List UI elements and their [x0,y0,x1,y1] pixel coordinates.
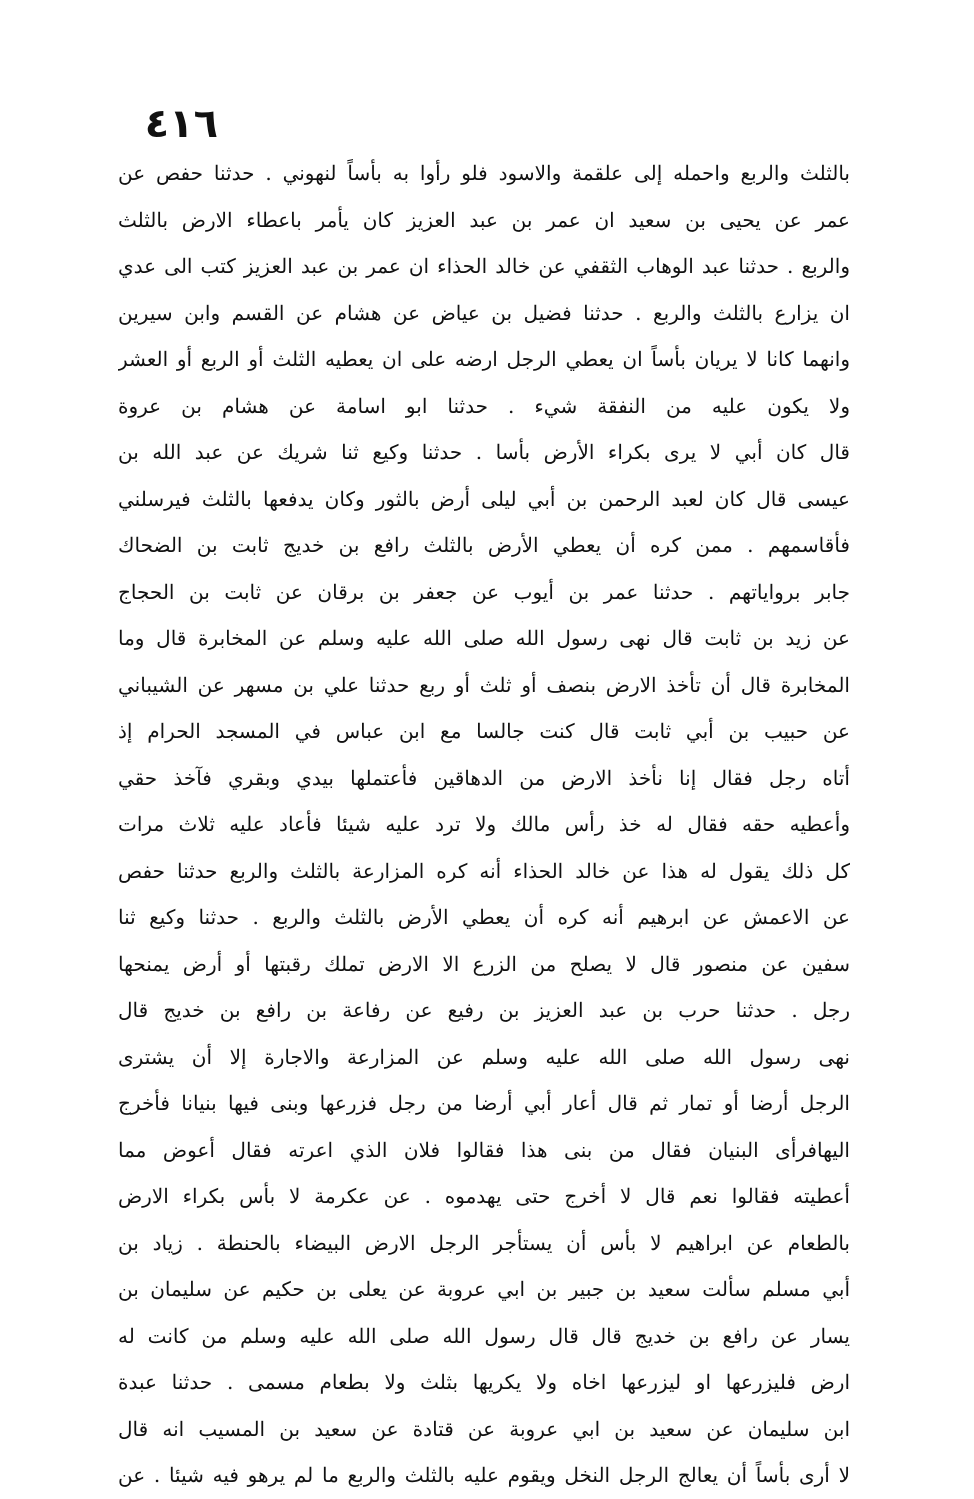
text-line: قال كان أبي لا يرى بكراء الأرض بأسا . حدثنا وكيع ثنا شريك عن عبد الله بن [118,440,850,464]
text-line: بالثلث والربع واحمله إلى علقمة والاسود فلو رأوا به بأساً لنهوني . حدثنا حفص عن [118,161,850,185]
page-number: ٤١٦ [144,101,218,147]
text-line: عيسى قال كان لعبد الرحمن بن أبي ليلى أرض بالثور وكان يدفعها بالثلث فيرسلني [118,486,850,511]
text-line: جابر برواياتهم . حدثنا عمر بن أيوب عن جعفر بن برقان عن ثابت بن الحجاج [118,579,850,604]
text-line: المخابرة قال أن تأخذ الارض بنصف أو ثلث أو ربع حدثنا علي بن مسهر عن الشيباني [118,672,850,697]
text-line: اليهافرأى البنيان فقال من بنى هذا فقالوا فلان الذي اعرته فقال أعوض مما [118,1137,850,1162]
text-line: ابن سليمان عن سعيد بن ابي عروبة عن قتادة عن سعيد بن المسيب انه قال [118,1416,850,1441]
text-line: وأعطيه حقه فقال له خذ رأس مالك ولا ترد عليه شيئا فأعاد عليه ثلاث مرات [118,812,850,836]
text-line: لا أرى بأساً أن يعالج الرجل النخل ويقوم عليه بالثلث والربع ما لم يرهو فيه شيئا . عن [118,1463,850,1487]
text-line: وانهما كانا لا يريان بأساً ان يعطي الرجل ارضه على ان يعطيه الثلث أو الربع أو العشر [118,347,850,371]
text-line: أتاه رجل فقال إنا نأخذ الارض من الدهاقين فأعتملها بيدي وبقري فآخذ حقي [118,765,850,790]
text-line: كل ذلك يقول له هذا عن خالد الحذاء أنه كره المزارعة بالثلث والربع حدثنا حفص [118,858,850,883]
text-line: أبي مسلم سألت سعيد بن جبير بن ابي عروبة عن يعلى بن حكيم عن سليمان بن [118,1277,850,1301]
text-line: نهى رسول الله صلى الله عليه وسلم عن المزارعة والاجارة إلا أن يشترى [118,1044,850,1069]
text-line: عن الاعمش عن ابرهيم أنه كره أن يعطي الأرض بالثلث والربع . حدثنا وكيع ثنا [118,905,850,929]
text-line: أعطيته فقالوا نعم قال لا أخرج حتى يهدموه . عن عكرمة لا بأس بكراء الارض [118,1184,850,1208]
text-line: عن زيد بن ثابت قال نهى رسول الله صلى الله عليه وسلم عن المخابرة قال وما [118,626,850,650]
text-line: بالطعام عن ابراهيم لا بأس أن يستأجر الرجل الارض البيضاء بالحنطة . زياد بن [118,1230,850,1255]
text-line: والربع . حدثنا عبد الوهاب الثقفي عن خالد الحذاء ان عمر بن عبد العزيز كتب الى عدي [118,254,850,278]
text-line: سفين عن منصور قال لا يصلح من الزرع الا الارض تملك رقبتها أو أرض يمنحها [118,951,850,976]
text-line: ان يزارع بالثلث والربع . حدثنا فضيل بن عياض عن هشام عن القسم وابن سيرين [118,300,850,325]
text-line: يسار عن رافع بن خديج قال قال رسول الله صلى الله عليه وسلم من كانت له [118,1323,850,1348]
text-line: رجل . حدثنا حرب بن عبد العزيز بن رفيع عن رفاعة بن رافع بن خديج قال [118,998,850,1022]
text-line: الرجل أرضا أو تمار ثم قال أعار أبي أرضا من رجل فزرعها وبنى فيها بنيانا فأخرج [118,1091,850,1115]
text-line: ولا يكون عليه من النفقة شيء . حدثنا ابو اسامة عن هشام بن عروة [118,393,850,418]
text-line: فأقاسمهم . ممن كره أن يعطي الأرض بالثلث رافع بن خديج ثابت بن الضحاك [118,533,850,557]
text-line: عمر عن يحيى بن سعيد ان عمر بن عبد العزيز كان يأمر باعطاء الارض بالثلث [118,207,850,232]
body-text [118,150,850,1499]
text-line: عن حبيب بن أبي ثابت قال كنت جالسا مع ابن عباس في المسجد الحرام إذ [118,719,850,743]
text-line: ارض فليزرعها او ليزرعها اخاه ولا يكريها بثلث ولا بطعام مسمى . حدثنا عبدة [118,1370,850,1394]
